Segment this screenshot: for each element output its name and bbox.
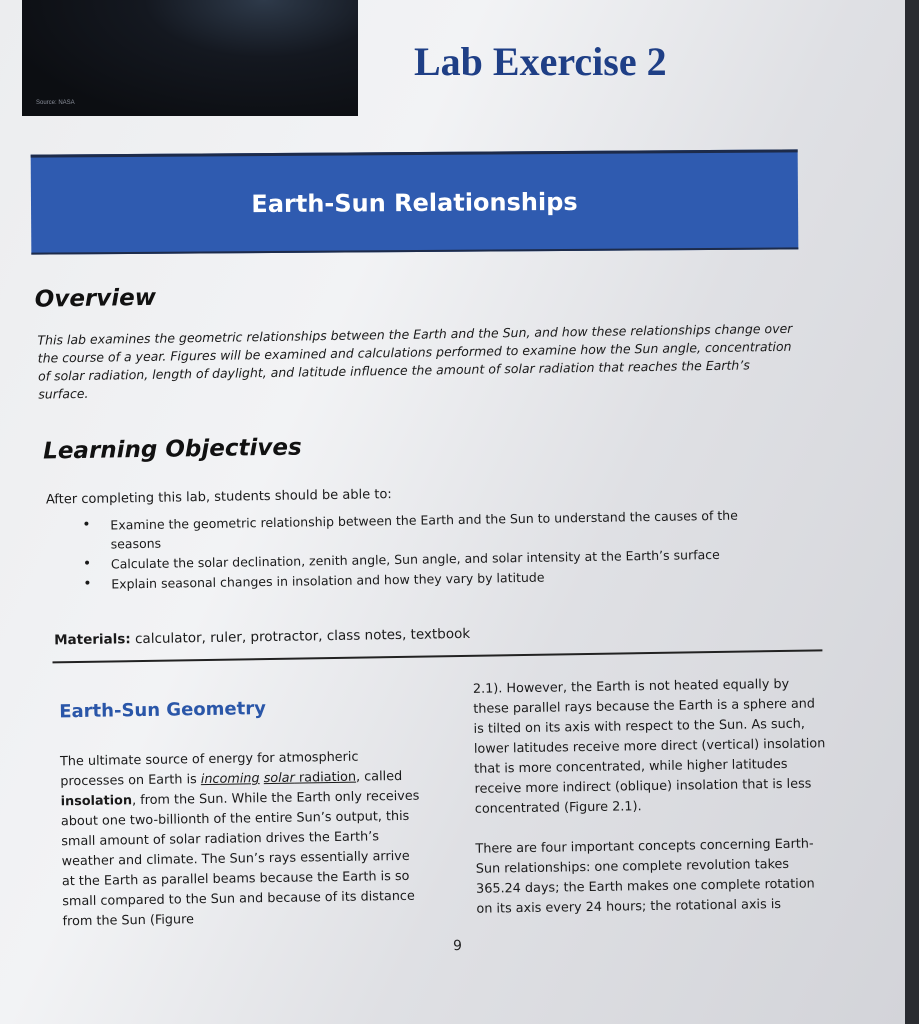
photo-credit: Source: NASA bbox=[36, 100, 75, 106]
geometry-heading: Earth-Sun Geometry bbox=[59, 698, 267, 723]
objectives-intro: After completing this lab, students should be able to: bbox=[45, 487, 392, 508]
geometry-paragraph-2: There are four important concepts concerning Earth-Sun relationships: one complete revolution takes 365.24 days; the Earth makes one complete rotation on its axis every 24 hours; the rotational axis is bbox=[475, 836, 815, 917]
objectives-list bbox=[82, 505, 783, 595]
geometry-paragraph-1-continued: 2.1). However, the Earth is not heated equally by these parallel rays because the Earth is a sphere and is tilted on its axis with respect to the Sun. As such, lower latitudes receive more direct (vertical) insolation that is more concentrated, while higher latitudes receive more indirect (oblique) insolation that is less concentrated (Figure 2.1). bbox=[472, 676, 826, 817]
section-divider bbox=[52, 649, 822, 663]
overview-heading: Overview bbox=[34, 284, 157, 313]
geometry-paragraph-1: The ultimate source of energy for atmospheric processes on Earth is incoming solar radiation, called insolation, from the Sun. While the Earth only receives about one two-billionth of the entire Sun’s output, this small amount of solar radiation drives the Earth’s weather and climate. The Sun’s rays essentially arrive at the Earth as parallel beams because the Earth is so small compared to the Sun and because of its distance from the Sun (Figure bbox=[59, 749, 420, 930]
lab-title: Lab Exercise 2 bbox=[414, 39, 667, 84]
objective-item: • Calculate the solar declination, zenith angle, Sun angle, and solar intensity at the Earth’s surface bbox=[83, 544, 783, 574]
materials-line bbox=[54, 626, 470, 649]
left-column bbox=[59, 696, 423, 933]
objective-item: • Explain seasonal changes in insolation and how they vary by latitude bbox=[83, 564, 783, 594]
overview-text: This lab examines the geometric relationships between the Earth and the Sun, and how these relationships change over the course of a year. Figures will be examined and calculations performed to examine how the Sun angle, concentration of solar radiation, length of daylight, and latitude influence the amount of solar radiation that reaches the Earth’s surface. bbox=[37, 320, 793, 402]
page-number: 9 bbox=[452, 938, 463, 955]
chapter-title: Earth-Sun Relationships bbox=[251, 187, 578, 219]
materials-text: calculator, ruler, protractor, class notes, textbook bbox=[134, 625, 471, 648]
materials-label: Materials: bbox=[54, 631, 131, 649]
objective-item: • Examine the geometric relationship between the Earth and the Sun to understand the causes of the seasons bbox=[82, 505, 783, 554]
objectives-heading: Learning Objectives bbox=[42, 434, 302, 465]
right-column bbox=[473, 674, 832, 920]
